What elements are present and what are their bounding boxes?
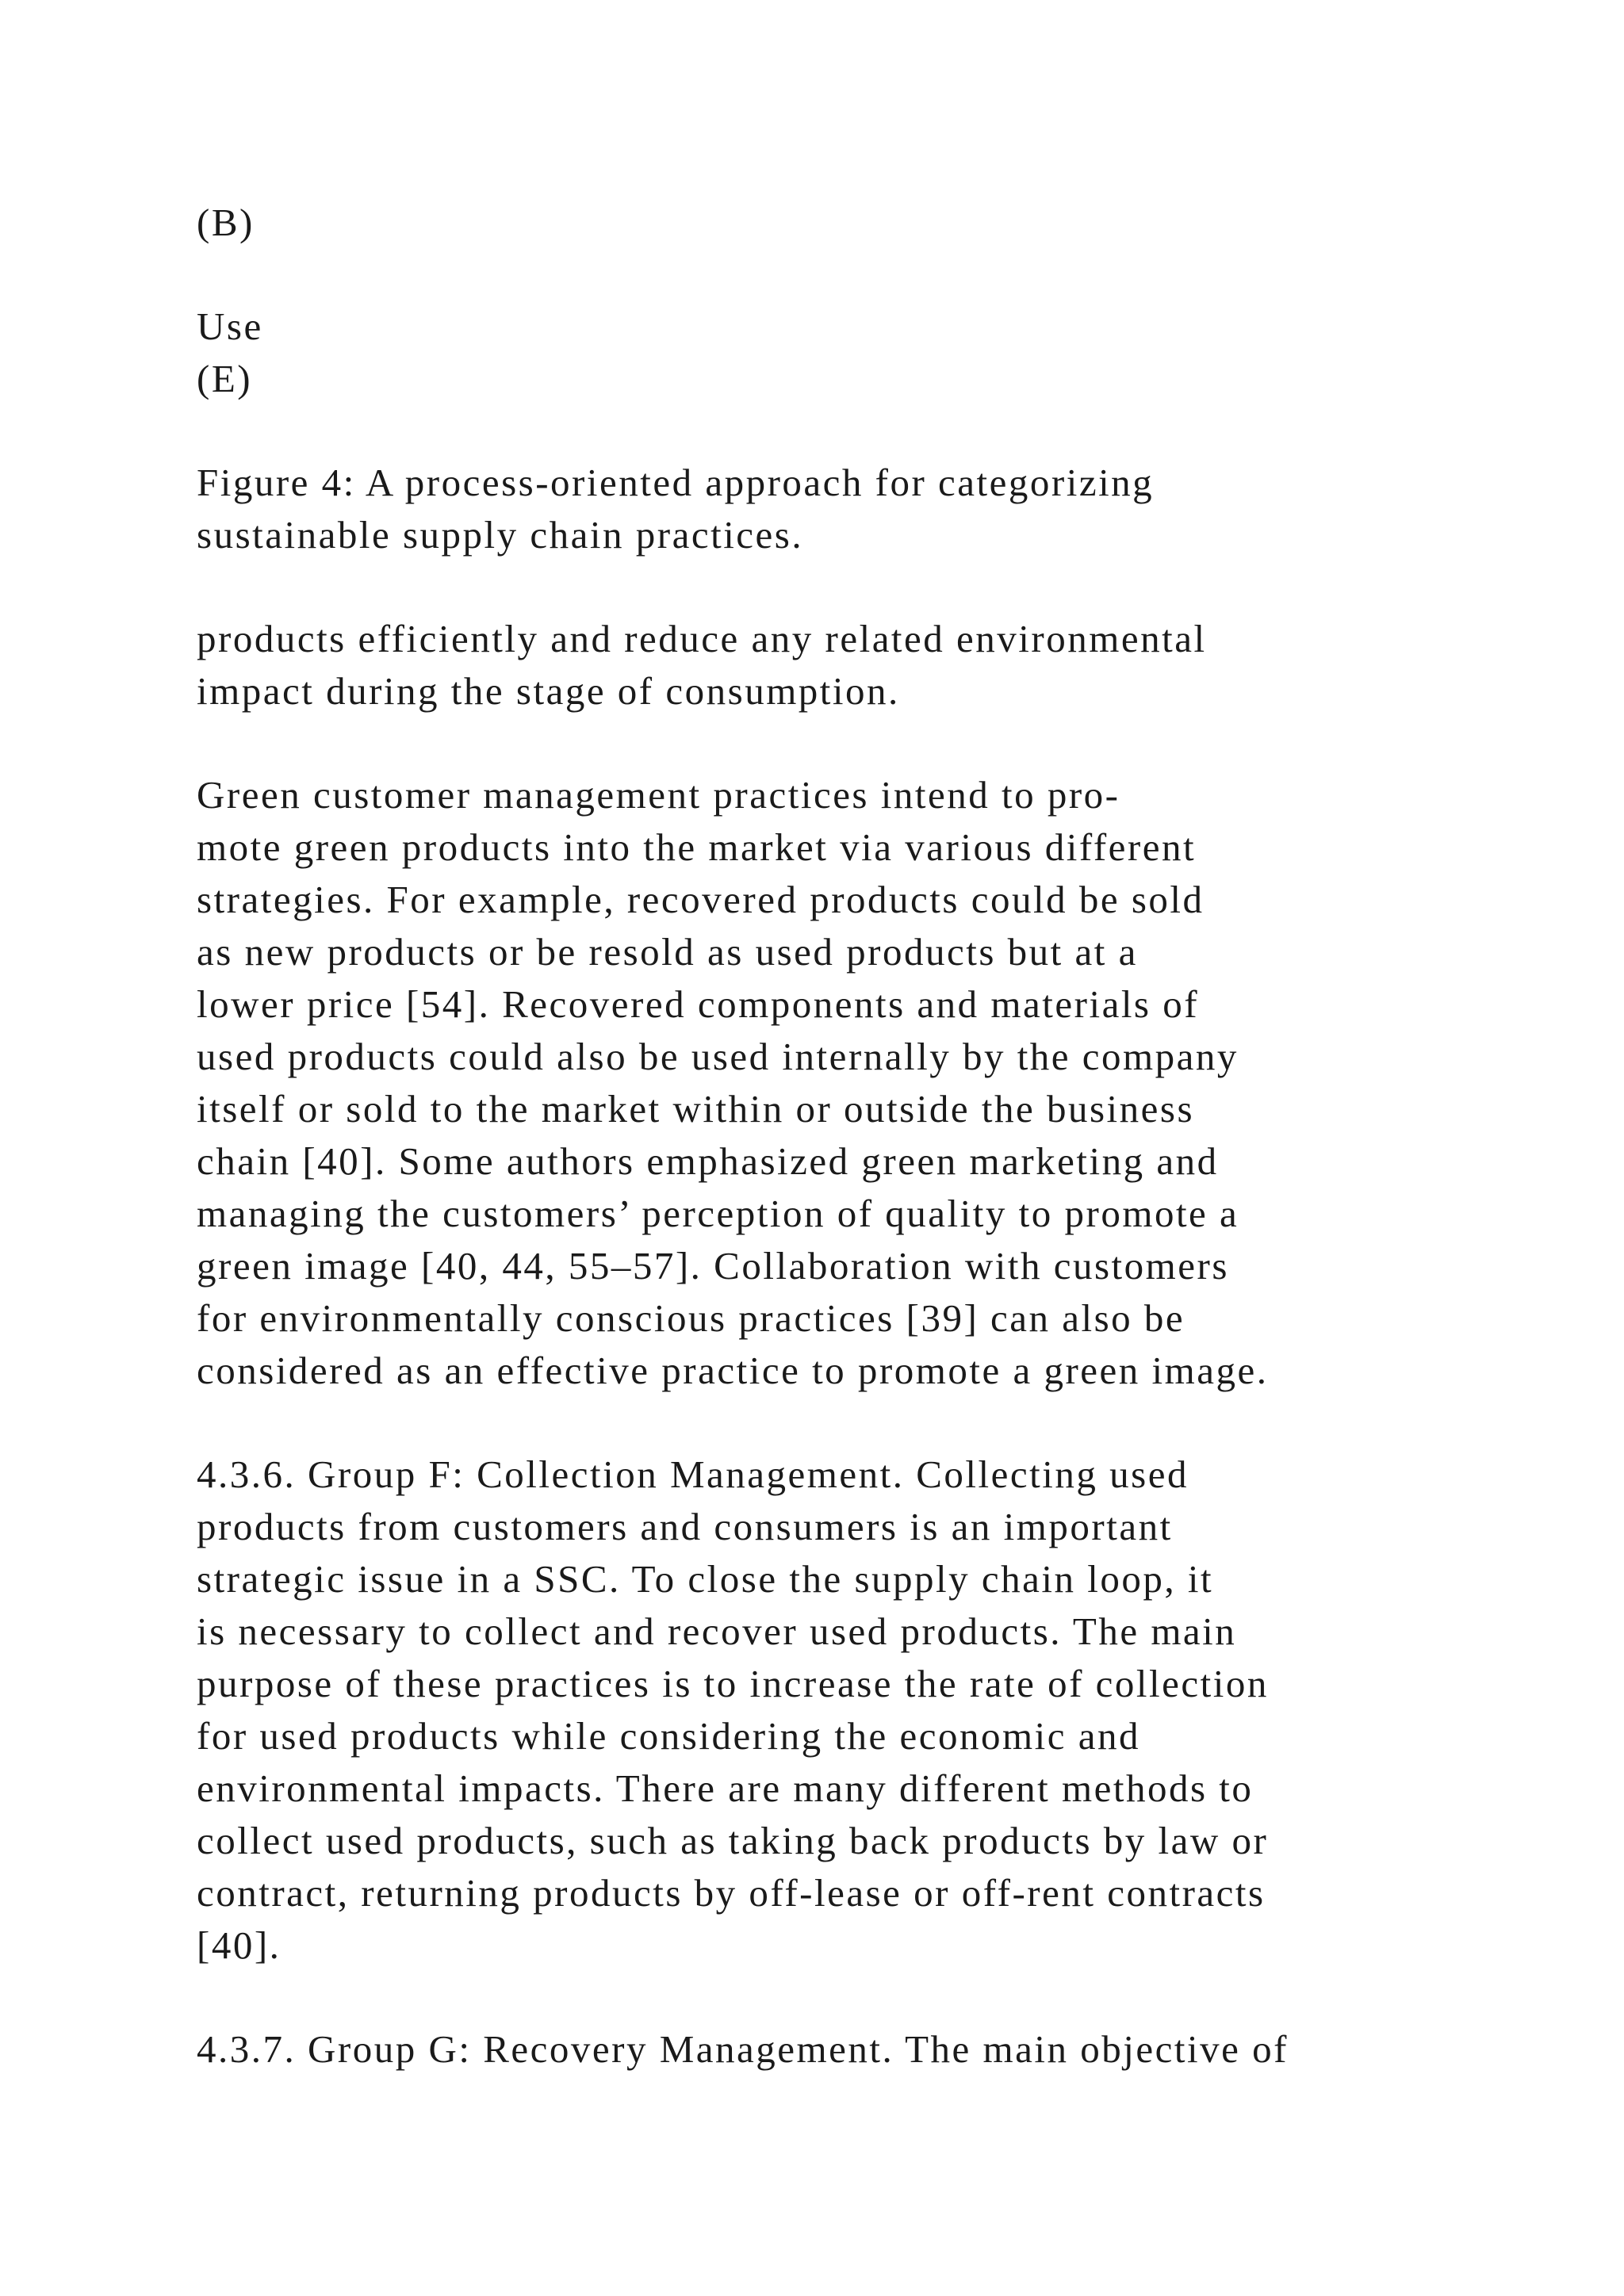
text-line: mote green products into the market via various different — [197, 825, 1197, 869]
figure-label-use: Use — [197, 304, 263, 348]
section-heading-line: 4.3.6. Group F: Collection Management. Collecting used — [197, 1452, 1189, 1496]
caption-line: Figure 4: A process-oriented approach for categorizing — [197, 461, 1155, 504]
spacer — [197, 249, 1545, 300]
spacer — [197, 561, 1545, 613]
paragraph-consumption — [197, 613, 1545, 718]
text-line: for used products while considering the economic and — [197, 1714, 1141, 1758]
text-line: managing the customers’ perception of quality to promote a — [197, 1192, 1239, 1235]
text-line: itself or sold to the market within or outside the business — [197, 1087, 1195, 1131]
text-line: Green customer management practices intend to pro- — [197, 773, 1120, 817]
spacer — [197, 718, 1545, 769]
paragraph-group-f — [197, 1448, 1545, 1972]
text-line: strategic issue in a SSC. To close the supply chain loop, it — [197, 1557, 1214, 1601]
text-line: is necessary to collect and recover used products. The main — [197, 1609, 1237, 1653]
text-line: used products could also be used internally by the company — [197, 1035, 1239, 1078]
text-line: [40]. — [197, 1923, 282, 1967]
paragraph-group-g — [197, 2023, 1545, 2076]
paragraph-green-customer — [197, 769, 1545, 1397]
figure-caption — [197, 457, 1545, 561]
text-line: environmental impacts. There are many different methods to — [197, 1766, 1254, 1810]
text-line: lower price [54]. Recovered components and materials of — [197, 982, 1200, 1026]
figure-fragment — [197, 197, 1545, 405]
spacer — [197, 405, 1545, 457]
spacer — [197, 1972, 1545, 2023]
text-line: contract, returning products by off-lease or off-rent contracts — [197, 1871, 1266, 1915]
text-line: products efficiently and reduce any related environmental — [197, 617, 1207, 660]
text-line: products from customers and consumers is an important — [197, 1505, 1173, 1548]
text-line: as new products or be resold as used products but at a — [197, 930, 1138, 974]
text-line: green image [40, 44, 55–57]. Collaboration with customers — [197, 1244, 1229, 1288]
figure-label-b: (B) — [197, 201, 255, 244]
text-line: strategies. For example, recovered products could be sold — [197, 878, 1205, 921]
text-line: impact during the stage of consumption. — [197, 669, 900, 713]
spacer — [197, 1397, 1545, 1448]
section-heading-line: 4.3.7. Group G: Recovery Management. The main objective of — [197, 2027, 1289, 2071]
caption-line: sustainable supply chain practices. — [197, 513, 804, 557]
text-line: purpose of these practices is to increase the rate of collection — [197, 1662, 1269, 1705]
figure-label-e: (E) — [197, 357, 253, 400]
document-page — [197, 197, 1545, 2076]
text-line: for environmentally conscious practices [39] can also be — [197, 1296, 1185, 1340]
text-line: collect used products, such as taking back products by law or — [197, 1819, 1269, 1862]
text-line: chain [40]. Some authors emphasized green marketing and — [197, 1139, 1219, 1183]
text-line: considered as an effective practice to promote a green image. — [197, 1349, 1269, 1392]
